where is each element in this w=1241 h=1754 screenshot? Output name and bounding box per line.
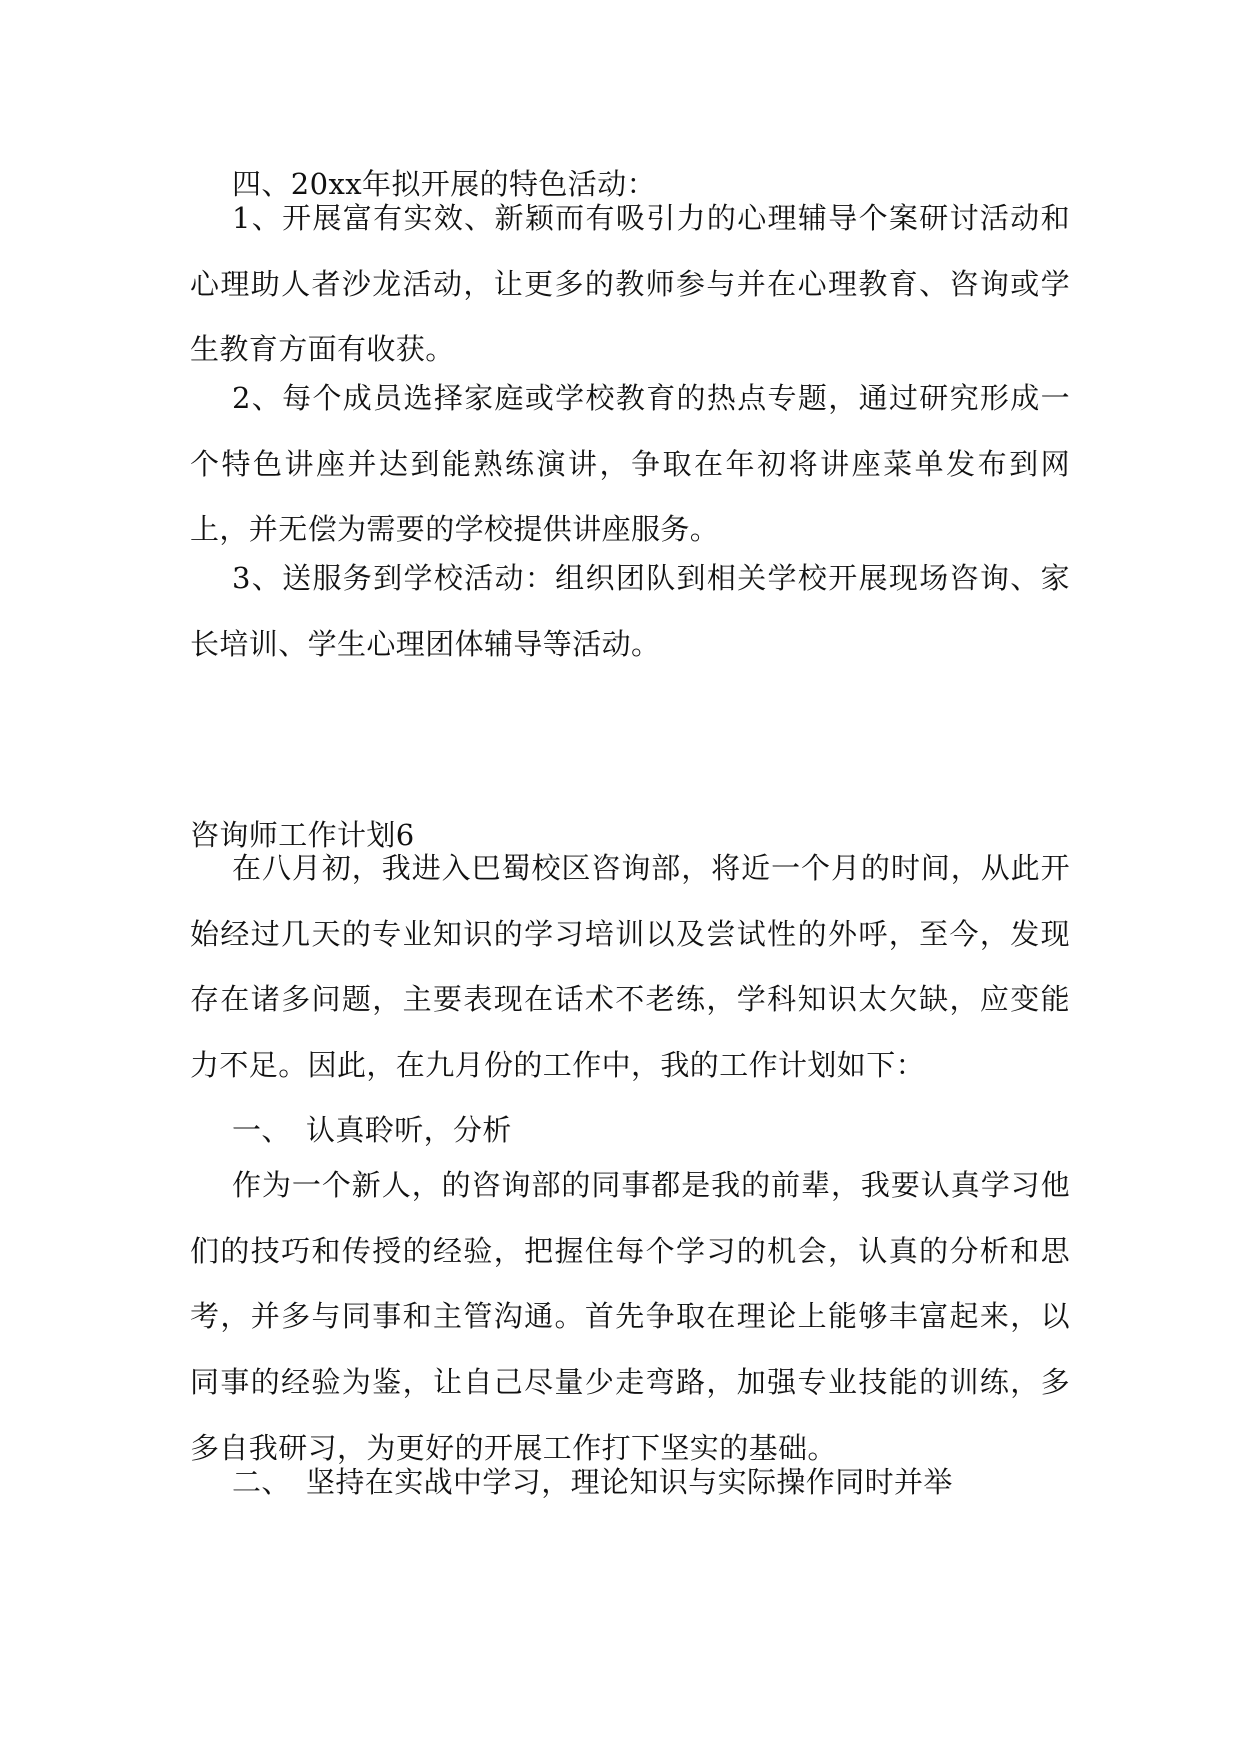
paragraph-item-2: 2、每个成员选择家庭或学校教育的热点专题，通过研究形成一个特色讲座并达到能熟练演讲，争取在年初将讲座菜单发布到网上，并无偿为需要的学校提供讲座服务。 <box>190 381 1070 547</box>
outline-number: 一、 <box>232 1113 291 1147</box>
section-heading: 四、20xx年拟开展的特色活动： <box>232 167 657 201</box>
outline-point-2 <box>232 1450 953 1516</box>
outline-title: 认真聆听，分析 <box>306 1113 512 1147</box>
document-title: 咨询师工作计划6 <box>190 818 415 852</box>
intro-paragraph: 在八月初，我进入巴蜀校区咨询部，将近一个月的时间，从此开始经过几天的专业知识的学习培训以及尝试性的外呼，至今，发现存在诸多问题，主要表现在话术不老练，学科知识太欠缺，应变能力不足。因此，在九月份的工作中，我的工作计划如下： <box>190 851 1070 1083</box>
paragraph-item-3: 3、送服务到学校活动：组织团队到相关学校开展现场咨询、家长培训、学生心理团体辅导等活动。 <box>190 561 1070 661</box>
outline-title: 坚持在实战中学习，理论知识与实际操作同时并举 <box>306 1465 953 1499</box>
point-1-body: 作为一个新人，的咨询部的同事都是我的前辈，我要认真学习他们的技巧和传授的经验，把握住每个学习的机会，认真的分析和思考，并多与同事和主管沟通。首先争取在理论上能够丰富起来，以同事的经验为鉴，让自己尽量少走弯路，加强专业技能的训练，多多自我研习，为更好的开展工作打下坚实的基础。 <box>190 1168 1070 1465</box>
paragraph-item-1: 1、开展富有实效、新颖而有吸引力的心理辅导个案研讨活动和心理助人者沙龙活动，让更多的教师参与并在心理教育、咨询或学生教育方面有收获。 <box>190 201 1070 367</box>
outline-number: 二、 <box>232 1465 291 1499</box>
